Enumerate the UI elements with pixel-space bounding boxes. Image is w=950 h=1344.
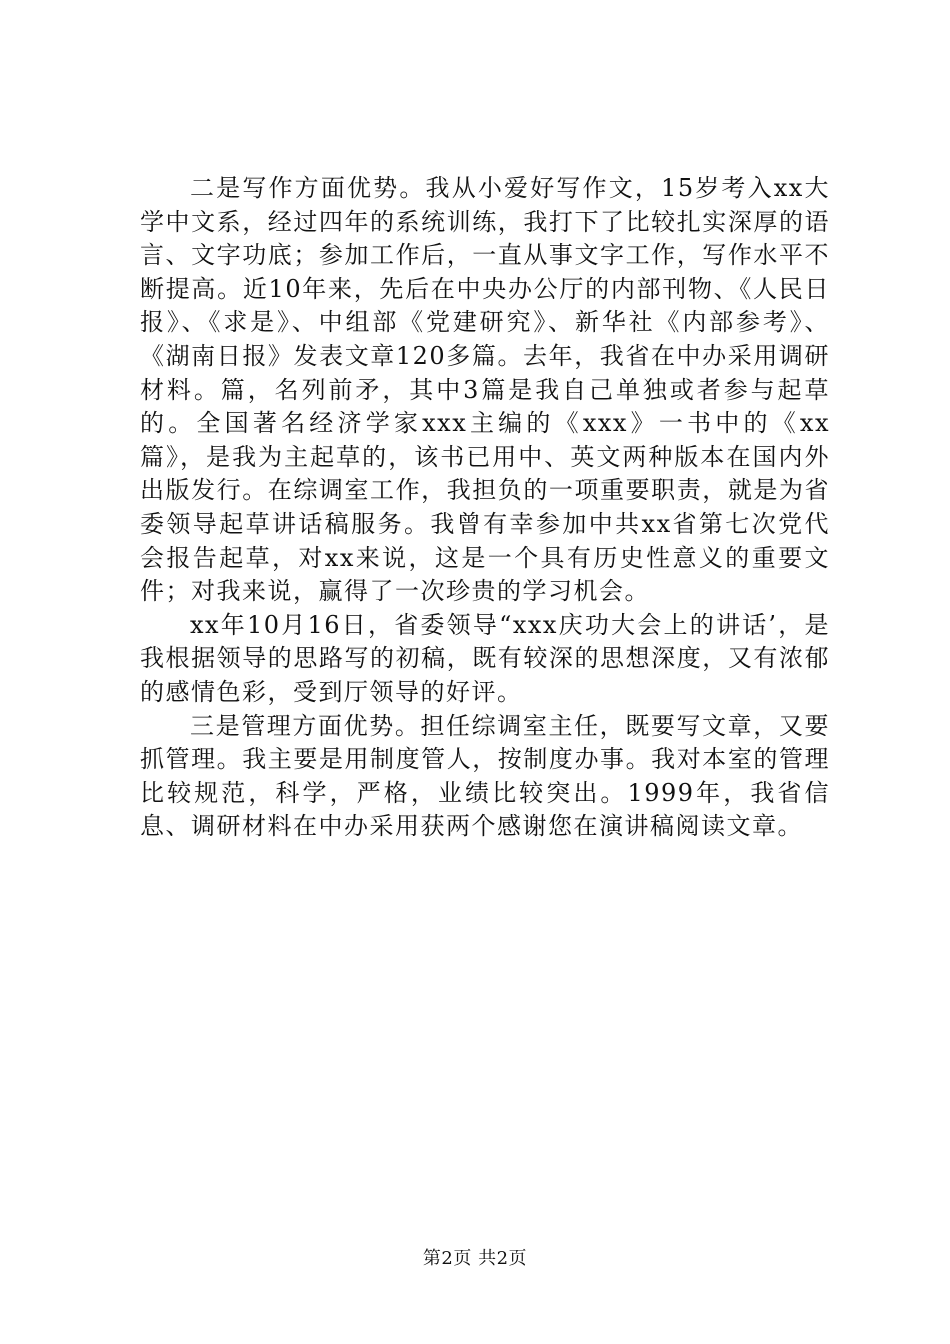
paragraph-writing-advantage: 二是写作方面优势。我从小爱好写作文，15岁考入xx大学中文系，经过四年的系统训练，我打下了比较扎实深厚的语言、文字功底；参加工作后，一直从事文字工作，写作水平不断提高。近10年来，先后在中央办公厅的内部刊物、《人民日报》、《求是》、中组部《党建研究》、新华社《内部参考》、《湖南日报》发表文章120多篇。去年，我省在中办采用调研材料。篇，名列前矛，其中3篇是我自己单独或者参与起草的。全国著名经济学家xxx主编的《xxx》一书中的《xx篇》，是我为主起草的，该书已用中、英文两种版本在国内外出版发行。在综调室工作，我担负的一项重要职责，就是为省委领导起草讲话稿服务。我曾有幸参加中共xx省第七次党代会报告起草，对xx来说，这是一个具有历史性意义的重要文件；对我来说，赢得了一次珍贵的学习机会。: [140, 174, 830, 606]
document-body: [140, 172, 830, 844]
paragraph-speech-draft: xx年10月16日，省委领导“xxx庆功大会上的讲话’，是我根据领导的思路写的初稿，既有较深的思想深度，又有浓郁的感情色彩，受到厅领导的好评。: [140, 610, 830, 706]
paragraph-management-advantage: 三是管理方面优势。担任综调室主任，既要写文章，又要抓管理。我主要是用制度管人，按制度办事。我对本室的管理比较规范，科学，严格，业绩比较突出。1999年，我省信息、调研材料在中办采用获两个感谢您在演讲稿阅读文章。: [140, 711, 830, 841]
page-footer: 第2页 共2页: [422, 1248, 528, 1269]
